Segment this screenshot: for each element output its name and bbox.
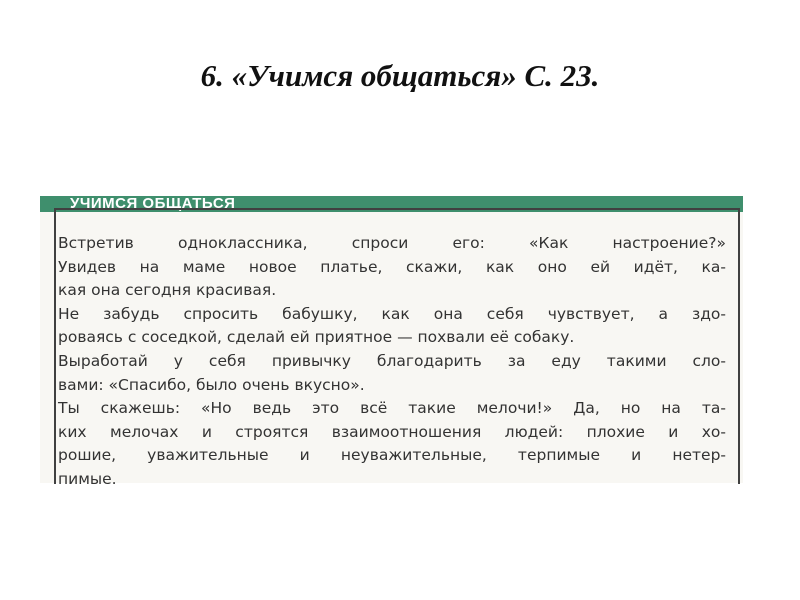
body-line: рошие, уважительные и неуважительные, терпимые и нетер- xyxy=(58,446,726,465)
body-line: роваясь с соседкой, сделай ей приятное — похвали её собаку. xyxy=(58,328,575,347)
body-line: Ты скажешь: «Но ведь это всё такие мелочи!» Да, но на та- xyxy=(58,399,726,418)
body-line: Не забудь спросить бабушку, как она себя чувствует, а здо- xyxy=(58,304,726,323)
body-line: кая она сегодня красивая. xyxy=(58,281,277,300)
body-line: Увидев на маме новое платье, скажи, как оно ей идёт, ка- xyxy=(58,257,726,276)
body-line: ких мелочах и строятся взаимоотношения людей: плохие и хо- xyxy=(58,422,726,441)
section-header-label: УЧИМСЯ ОБЩАТЬСЯ xyxy=(70,195,236,212)
body-line: Выработай у себя привычку благодарить за еду такими сло- xyxy=(58,351,726,370)
body-line: вами: «Спасибо, было очень вкусно». xyxy=(58,375,365,394)
body-line: Встретив одноклассника, спроси его: «Как настроение?» xyxy=(58,234,726,252)
textbook-body xyxy=(58,232,726,492)
slide-title: 6. «Учимся общаться» С. 23. xyxy=(200,58,600,93)
body-line: пимые. xyxy=(58,469,117,488)
